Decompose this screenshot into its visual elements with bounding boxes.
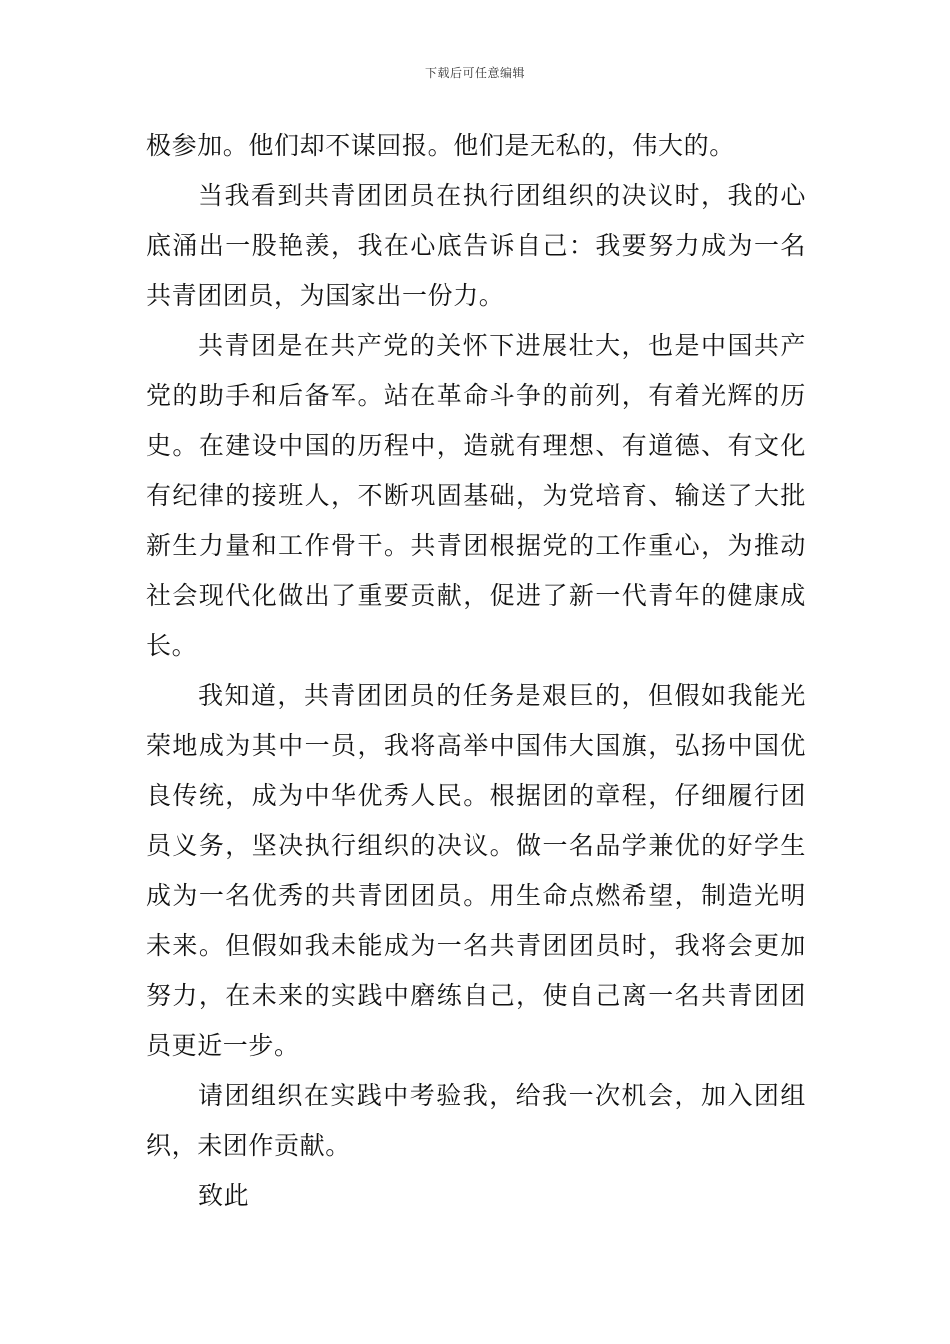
paragraph-1: 极参加。他们却不谋回报。他们是无私的，伟大的。 (146, 131, 735, 160)
closing-salutation: 致此 (198, 1181, 250, 1210)
paragraph-3: 共青团是在共产党的关怀下进展壮大，也是中国共产党的助手和后备军。站在革命斗争的前列，有着光辉的历史。在建设中国的历程中，造就有理想、有道德、有文化有纪律的接班人，不断巩固基础，为党培育、输送了大批新生力量和工作骨干。共青团根据党的工作重心，为推动社会现代化做出了重要贡献，促进了新一代青年的健康成长。 (146, 331, 806, 660)
document-body (146, 121, 806, 1221)
paragraph-4: 我知道，共青团团员的任务是艰巨的，但假如我能光荣地成为其中一员，我将高举中国伟大国旗，弘扬中国优良传统，成为中华优秀人民。根据团的章程，仔细履行团员义务，坚决执行组织的决议。做一名品学兼优的好学生成为一名优秀的共青团团员。用生命点燃希望，制造光明未来。但假如我未能成为一名共青团团员时，我将会更加努力，在未来的实践中磨练自己，使自己离一名共青团团员更近一步。 (146, 681, 806, 1060)
paragraph-5: 请团组织在实践中考验我，给我一次机会，加入团组织，未团作贡献。 (146, 1081, 806, 1160)
paragraph-2: 当我看到共青团团员在执行团组织的决议时，我的心底涌出一股艳羡，我在心底告诉自己：我要努力成为一名共青团团员，为国家出一份力。 (146, 181, 806, 310)
page-header: 下载后可任意编辑 (424, 66, 525, 80)
